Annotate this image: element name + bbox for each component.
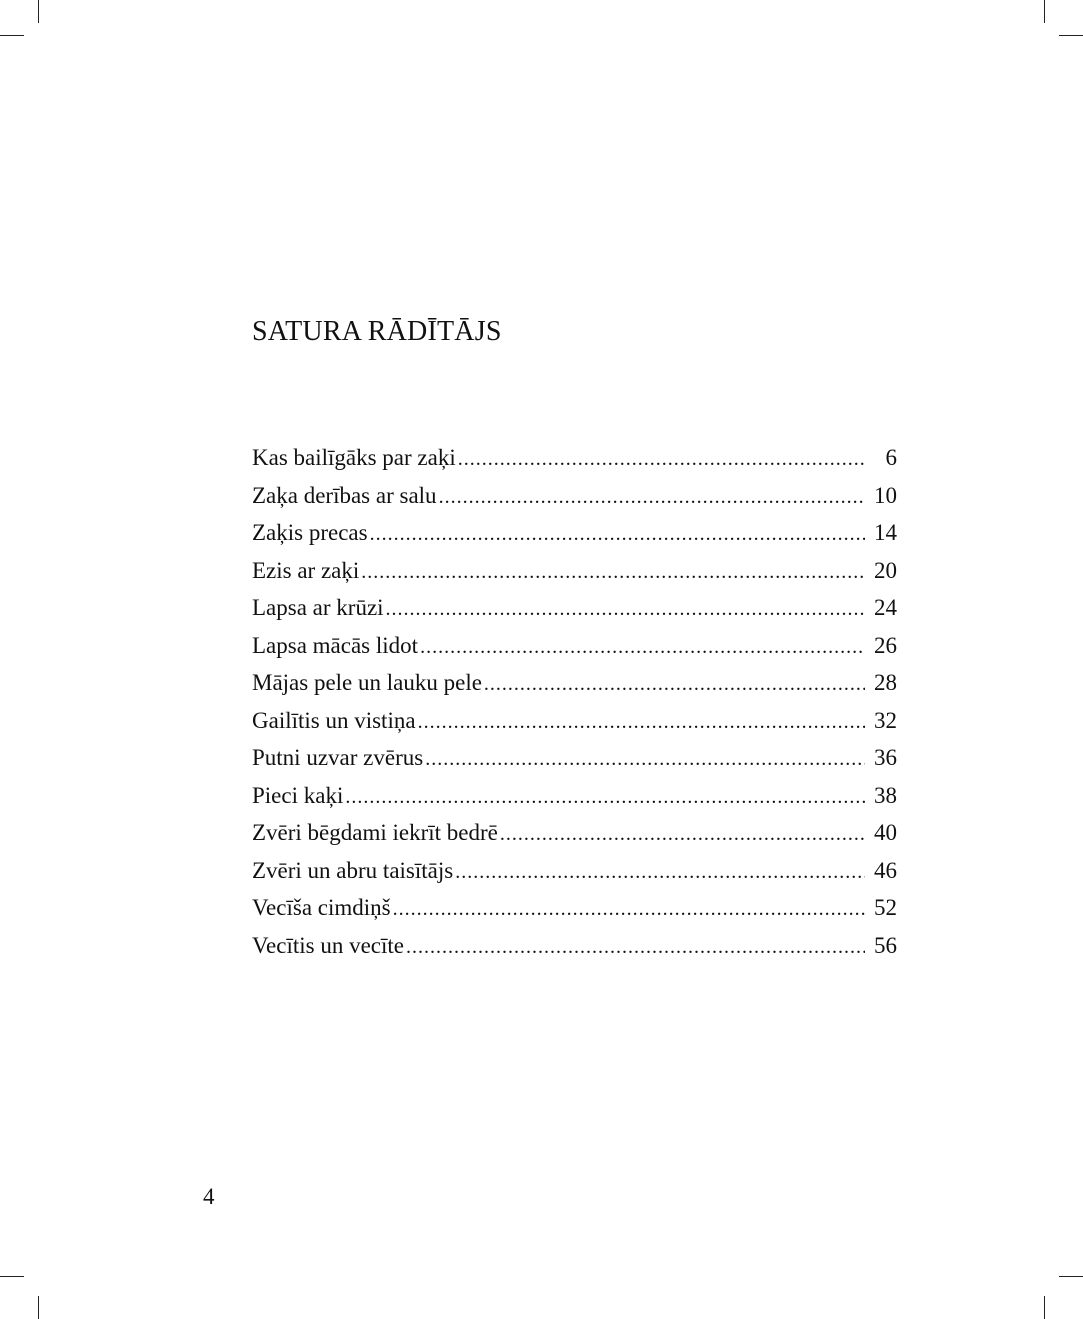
toc-entry-title: Pieci kaķi: [252, 782, 344, 808]
toc-entry-title: Kas bailīgāks par zaķi: [252, 445, 456, 470]
dot-leader: [393, 891, 865, 929]
table-of-contents: [252, 439, 897, 964]
toc-entry-title: Lapsa mācās lidot: [252, 632, 419, 658]
toc-entry[interactable]: [252, 477, 897, 515]
toc-entry-page: 28: [874, 670, 897, 695]
crop-mark-bottom-left-vertical: [38, 1296, 39, 1319]
toc-entry[interactable]: [252, 814, 897, 852]
toc-entry-title: Vecītis un vecīte: [252, 932, 405, 958]
dot-leader: [418, 704, 865, 742]
toc-entry[interactable]: [252, 439, 897, 477]
toc-entry-title: Lapsa ar krūzi: [252, 595, 384, 620]
dot-leader: [406, 929, 865, 967]
toc-entry[interactable]: [252, 927, 897, 965]
toc-entry-page: 32: [874, 707, 897, 733]
toc-heading: SATURA RĀDĪTĀJS: [252, 316, 502, 347]
crop-mark-bottom-right-vertical: [1044, 1296, 1045, 1319]
dot-leader: [361, 554, 865, 592]
toc-entry[interactable]: [252, 627, 897, 665]
toc-entry[interactable]: [252, 552, 897, 590]
dot-leader: [439, 479, 865, 517]
toc-entry-title: Zaķa derības ar salu: [252, 482, 437, 508]
toc-entry-page: 20: [874, 557, 897, 583]
toc-entry-page: 36: [874, 745, 897, 770]
toc-entry-page: 24: [874, 595, 897, 620]
toc-entry[interactable]: [252, 702, 897, 740]
toc-entry-page: 40: [874, 820, 897, 845]
toc-entry-title: Zvēri bēgdami iekrīt bedrē: [252, 820, 498, 845]
crop-mark-top-right-vertical: [1044, 0, 1045, 23]
toc-entry[interactable]: [252, 514, 897, 552]
toc-entry[interactable]: [252, 852, 897, 890]
page-number: 4: [203, 1184, 215, 1209]
crop-mark-bottom-left-horizontal: [0, 1276, 24, 1277]
dot-leader: [345, 779, 865, 817]
toc-entry-page: 46: [874, 857, 897, 883]
crop-mark-top-right-horizontal: [1059, 35, 1083, 36]
dot-leader: [484, 666, 865, 704]
toc-entry-page: 26: [874, 632, 897, 658]
crop-mark-bottom-right-horizontal: [1059, 1276, 1083, 1277]
toc-entry[interactable]: [252, 589, 897, 627]
toc-entry-title: Zvēri un abru taisītājs: [252, 857, 454, 883]
dot-leader: [420, 629, 865, 667]
dot-leader: [500, 816, 865, 854]
toc-entry-title: Vecīša cimdiņš: [252, 895, 391, 920]
dot-leader: [455, 854, 865, 892]
toc-entry[interactable]: [252, 664, 897, 702]
crop-mark-top-left-horizontal: [0, 35, 24, 36]
toc-entry-page: 6: [885, 445, 897, 470]
dot-leader: [370, 516, 865, 554]
dot-leader: [386, 591, 865, 629]
toc-entry-page: 52: [874, 895, 897, 920]
toc-entry[interactable]: [252, 889, 897, 927]
dot-leader: [425, 741, 865, 779]
toc-entry-title: Putni uzvar zvērus: [252, 745, 424, 770]
dot-leader: [458, 441, 865, 479]
toc-entry-page: 56: [874, 932, 897, 958]
toc-entry-title: Gailītis un vistiņa: [252, 707, 416, 733]
toc-entry[interactable]: [252, 777, 897, 815]
toc-entry-page: 10: [874, 482, 897, 508]
toc-entry-title: Ezis ar zaķi: [252, 557, 360, 583]
toc-entry[interactable]: [252, 739, 897, 777]
toc-entry-page: 38: [874, 782, 897, 808]
crop-mark-top-left-vertical: [38, 0, 39, 23]
toc-entry-title: Mājas pele un lauku pele: [252, 670, 482, 695]
toc-entry-page: 14: [874, 520, 897, 545]
toc-entry-title: Zaķis precas: [252, 520, 368, 545]
